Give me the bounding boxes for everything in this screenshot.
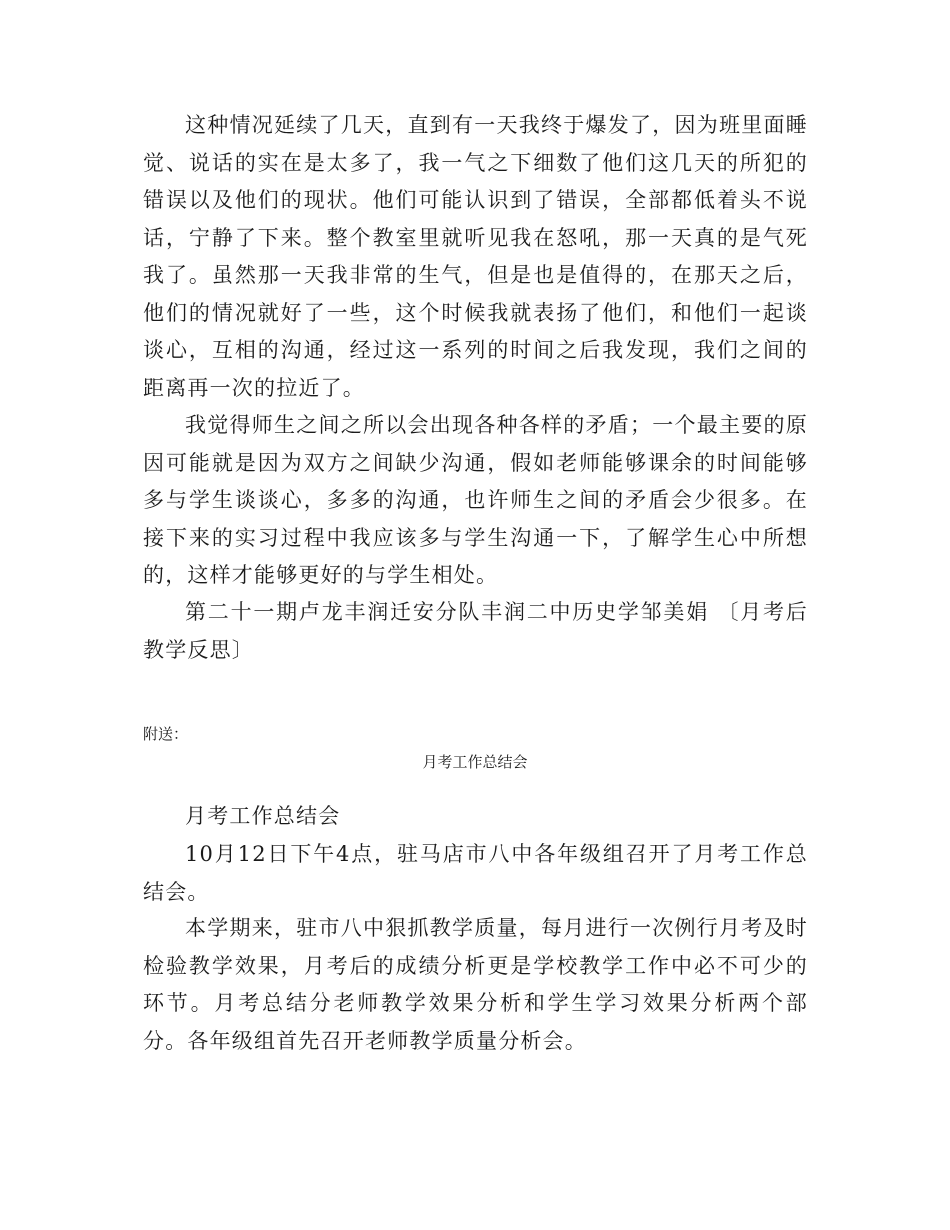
paragraph-communication-reflection: 我觉得师生之间之所以会出现各种各样的矛盾；一个最主要的原因可能就是因为双方之间缺少沟通，假如老师能够课余的时间能够多与学生谈谈心，多多的沟通，也许师生之间的矛盾会少很多。在接下来的实习过程中我应该多与学生沟通一下，了解学生心中所想的，这样才能够更好的与学生相处。	[143, 413, 808, 587]
paragraph-meeting-details: 本学期来，驻市八中狠抓教学质量，每月进行一次例行月考及时检验教学效果，月考后的成绩分析更是学校教学工作中必不可少的环节。月考总结分老师教学效果分析和学生学习效果分析两个部分。各年级组首先召开老师教学质量分析会。	[143, 916, 808, 1053]
paragraph-meeting-heading: 月考工作总结会	[185, 804, 341, 828]
paragraph-conflict-story: 这种情况延续了几天，直到有一天我终于爆发了，因为班里面睡觉、说话的实在是太多了，我一气之下细数了他们这几天的所犯的错误以及他们的现状。他们可能认识到了错误，全部都低着头不说话，宁静了下来。整个教室里就听见我在怒吼，那一天真的是气死我了。虽然那一天我非常的生气，但是也是值得的，在那天之后，他们的情况就好了一些，这个时候我就表扬了他们，和他们一起谈谈心，互相的沟通，经过这一系列的时间之后我发现，我们之间的距离再一次的拉近了。	[143, 113, 808, 400]
paragraph-author-signature: 第二十一期卢龙丰润迁安分队丰润二中历史学邹美娟 〔月考后教学反思〕	[143, 600, 808, 662]
attachment-label: 附送：	[143, 725, 189, 743]
paragraph-meeting-date: 10月12日下午4点，驻马店市八中各年级组召开了月考工作总结会。	[143, 842, 808, 904]
attachment-title: 月考工作总结会	[422, 753, 528, 771]
